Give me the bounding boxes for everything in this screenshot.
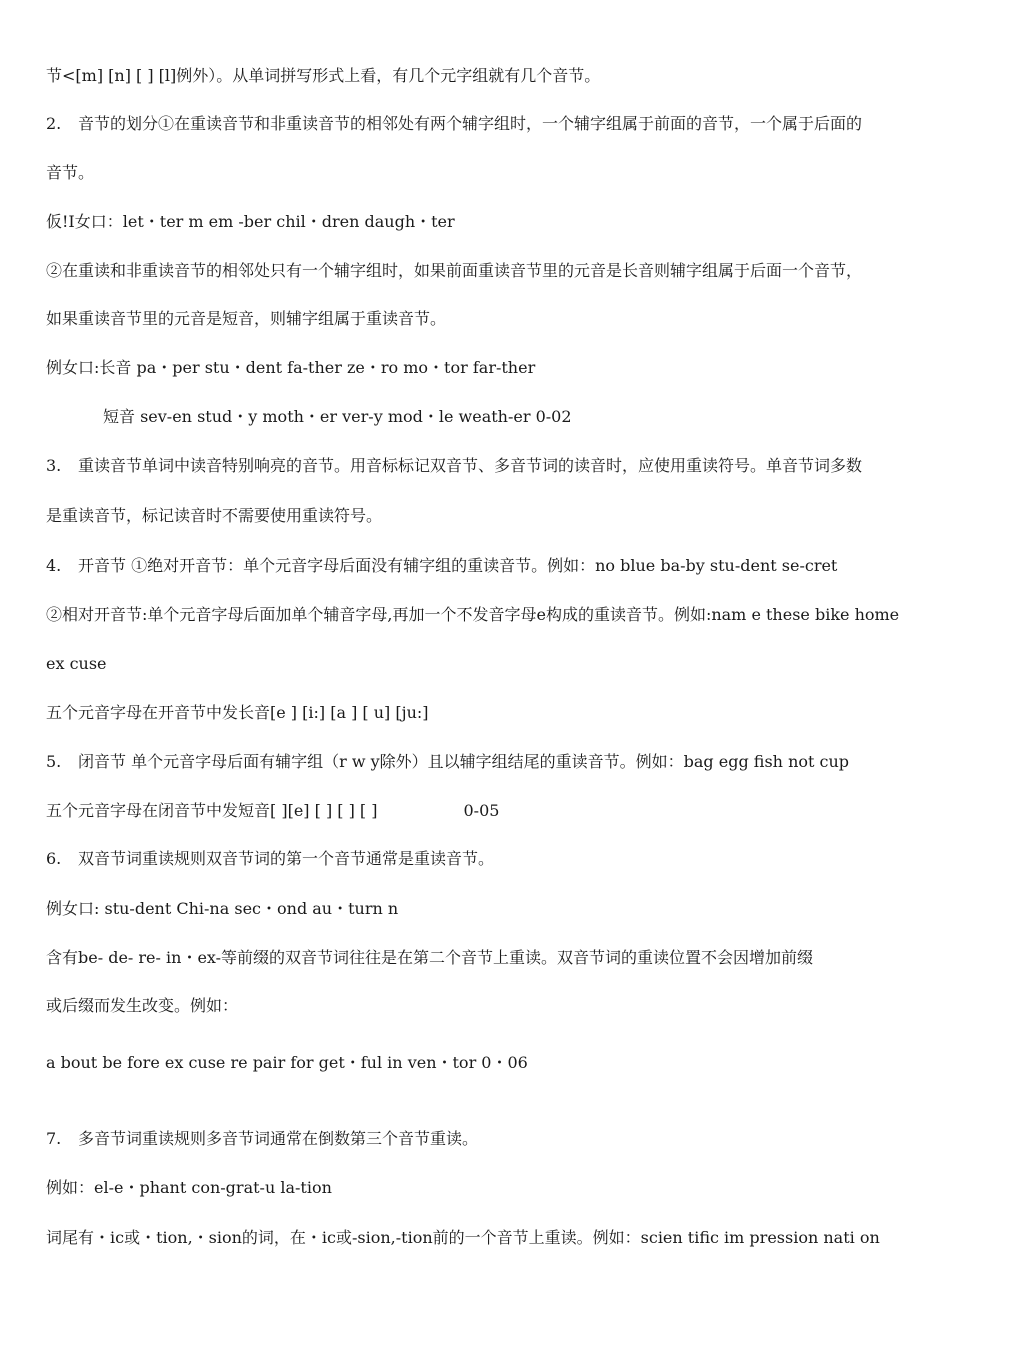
item-number: 5. [46, 752, 62, 771]
text-line: 4. 开音节 ①绝对开音节：单个元音字母后面没有辅字组的重读音节。例如：no blue ba-by stu-dent se-cret [46, 556, 838, 575]
text-line: 3. 重读音节单词中读音特别响亮的音节。用音标标记双音节、多音节词的读音时，应使用重读符号。单音节词多数 [46, 456, 863, 475]
text-line: 6. 双音节词重读规则双音节词的第一个音节通常是重读音节。 [46, 849, 495, 868]
text-line: 如果重读音节里的元音是短音，则辅字组属于重读音节。 [46, 309, 447, 328]
text-line: 五个元音字母在开音节中发长音[e ] [i:] [a ] [ u] [ju:] [46, 703, 429, 722]
text-line: 例女口:长音 pa・per stu・dent fa-ther ze・ro mo・tor far-ther [46, 358, 536, 377]
text-line: 是重读音节，标记读音时不需要使用重读符号。 [46, 506, 383, 525]
item-number: 3. [46, 456, 62, 475]
text-line: 节<[m] [n] [ ] [l]例外）。从单词拼写形式上看，有几个元字组就有几个音节。 [46, 66, 601, 85]
item-number: 6. [46, 849, 62, 868]
item-number: 4. [46, 556, 62, 575]
text-line: ②在重读和非重读音节的相邻处只有一个辅字组时，如果前面重读音节里的元音是长音则辅字组属于后面一个音节， [46, 261, 863, 280]
text-line: 例女口: stu-dent Chi-na sec・ond au・turn n [46, 899, 399, 918]
text-line: 短音 sev-en stud・y moth・er ver-y mod・le weath-er 0-02 [103, 407, 572, 426]
item-number: 7. [46, 1129, 62, 1148]
text-line: 词尾有・ic或・tion,・sion的词，在・ic或-sion,-tion前的一个音节上重读。例如：scien tific im pression nati on [46, 1228, 880, 1247]
text-line: 音节。 [46, 163, 95, 182]
text-line: ex cuse [46, 654, 107, 673]
text-line: a bout be fore ex cuse re pair for get・ful in ven・tor 0・06 [46, 1053, 528, 1072]
text-line: 含有be- de- re- in・ex-等前缀的双音节词往往是在第二个音节上重读。双音节词的重读位置不会因增加前缀 [46, 948, 814, 967]
text-line: 5. 闭音节 单个元音字母后面有辅字组（r w y除外）且以辅字组结尾的重读音节。例如：bag egg fish not cup [46, 752, 850, 771]
text-line: 五个元音字母在闭音节中发短音[ ][e] [ ] [ ] [ ] 0-05 [46, 801, 500, 820]
text-line: 7. 多音节词重读规则多音节词通常在倒数第三个音节重读。 [46, 1129, 479, 1148]
text-line: ②相对开音节:单个元音字母后面加单个辅音字母,再加一个不发音字母e构成的重读音节。例如:nam e these bike home [46, 605, 900, 624]
text-line: 或后缀而发生改变。例如： [46, 996, 239, 1015]
text-line: 例如：el-e・phant con-grat-u la-tion [46, 1178, 332, 1197]
text-line: 2. 音节的划分①在重读音节和非重读音节的相邻处有两个辅字组时，一个辅字组属于前面的音节，一个属于后面的 [46, 114, 863, 133]
item-number: 2. [46, 114, 62, 133]
text-line: 仮!I女口：let・ter m em -ber chil・dren daugh・ter [46, 212, 455, 231]
